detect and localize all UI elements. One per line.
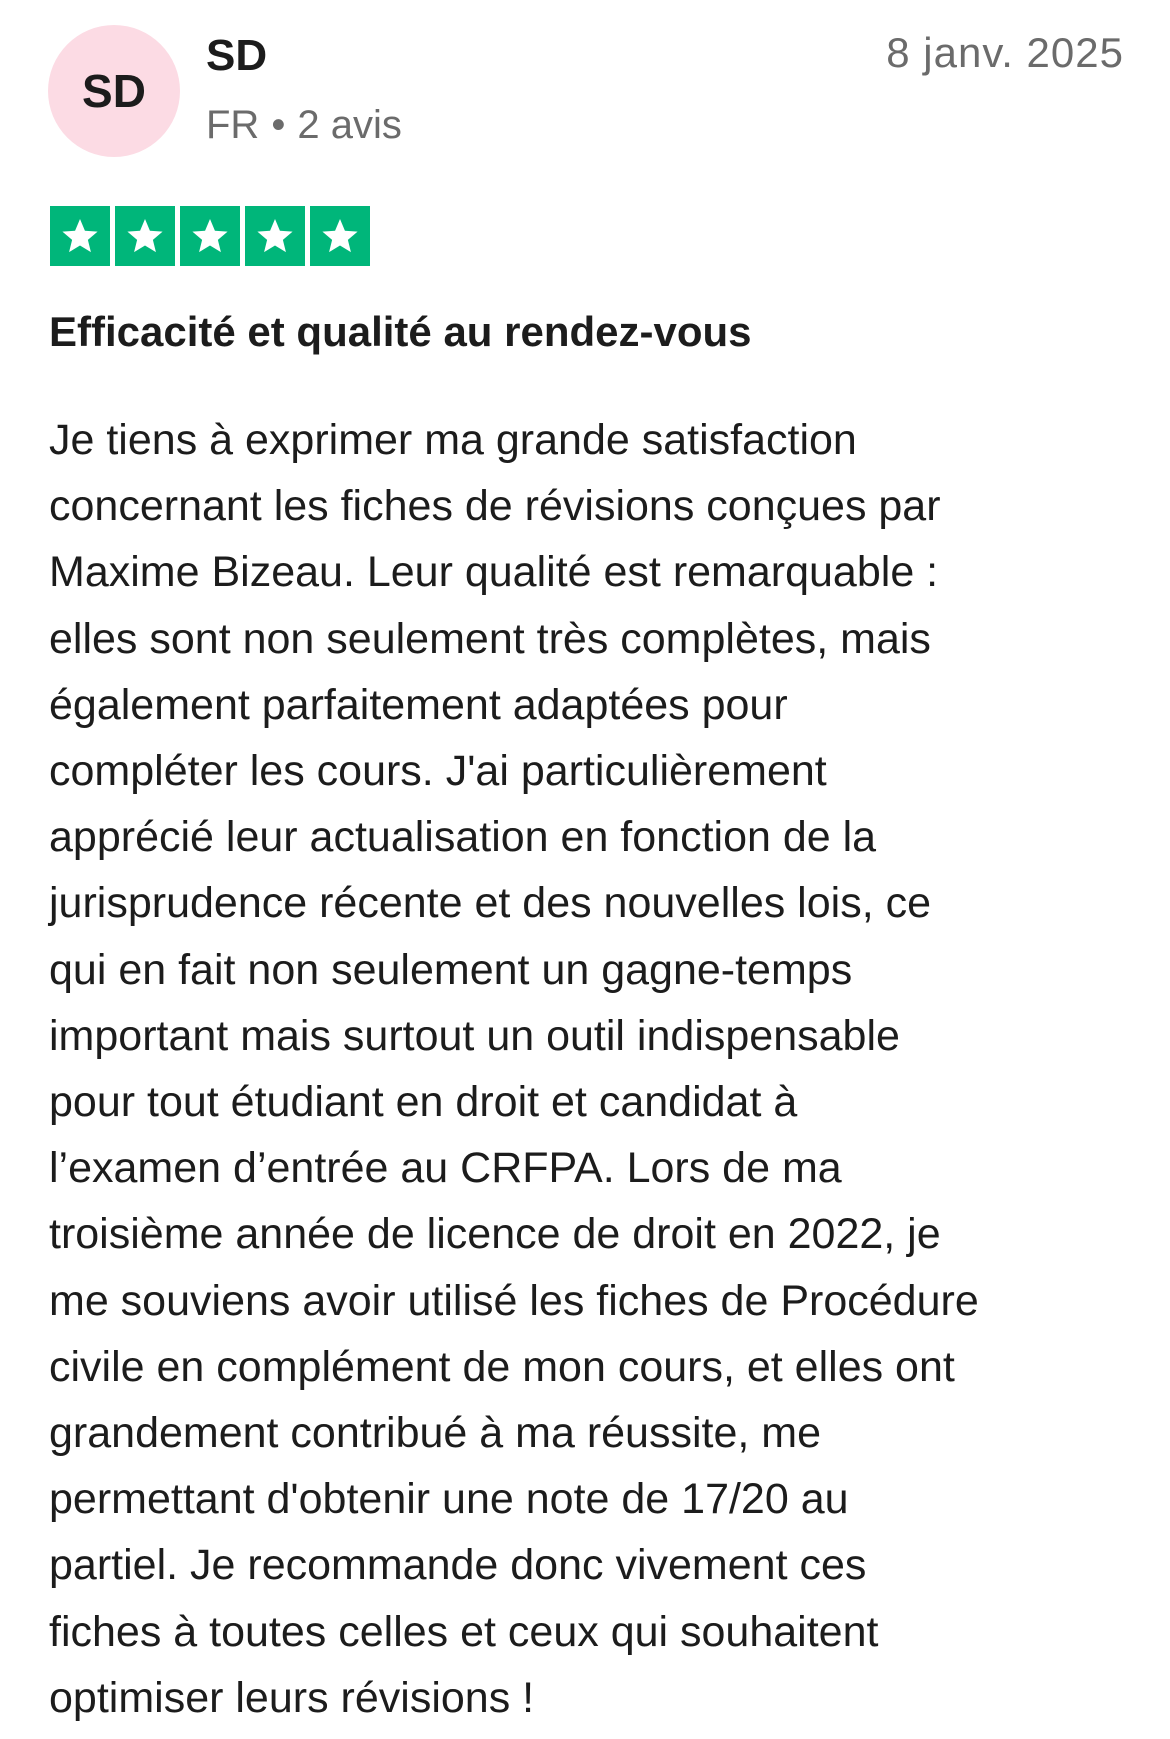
- review-body-line: également parfaitement adaptées pour: [49, 680, 788, 729]
- star-icon: [50, 206, 110, 266]
- review-body-line: Je tiens à exprimer ma grande satisfaction: [49, 416, 857, 464]
- star-rating: [50, 206, 370, 266]
- reviewer-name[interactable]: SD: [206, 31, 268, 80]
- review-body-line: jurisprudence récente et des nouvelles lois, ce: [49, 879, 932, 928]
- review-body-line: Maxime Bizeau. Leur qualité est remarquable :: [49, 548, 939, 597]
- review-body-line: l’examen d’entrée au CRFPA. Lors de ma: [49, 1144, 842, 1193]
- review-body-line: compléter les cours. J'ai particulièrement: [49, 747, 827, 796]
- reviewer-meta: [206, 100, 402, 150]
- star-icon: [245, 206, 305, 266]
- avatar-initials: SD: [82, 65, 146, 117]
- review-body-line: apprécié leur actualisation en fonction de la: [49, 813, 877, 862]
- star-icon: [180, 206, 240, 266]
- review-date: 8 janv. 2025: [886, 29, 1124, 76]
- star-icon: [115, 206, 175, 266]
- review-body-line: elles sont non seulement très complètes, mais: [49, 614, 931, 663]
- review-body-line: important mais surtout un outil indispensable: [49, 1011, 900, 1060]
- reviewer-review-count: 2 avis: [297, 103, 402, 147]
- star-icon: [310, 206, 370, 266]
- review-body-line: civile en complément de mon cours, et elles ont: [49, 1342, 955, 1391]
- review-body-line: fiches à toutes celles et ceux qui souhaitent: [49, 1607, 879, 1656]
- meta-separator: •: [271, 103, 286, 147]
- review-body-line: qui en fait non seulement un gagne-temps: [49, 945, 853, 994]
- review-body-line: permettant d'obtenir une note de 17/20 au: [49, 1475, 849, 1524]
- review-body-line: concernant les fiches de révisions conçues par: [49, 482, 941, 531]
- review-body: [49, 407, 1149, 1731]
- reviewer-country: FR: [206, 103, 260, 147]
- review-body-line: optimiser leurs révisions !: [49, 1673, 535, 1722]
- review-body-line: grandement contribué à ma réussite, me: [49, 1409, 822, 1458]
- review-body-line: me souviens avoir utilisé les fiches de Procédure: [49, 1276, 979, 1325]
- review-title: Efficacité et qualité au rendez-vous: [49, 308, 752, 355]
- review-body-line: pour tout étudiant en droit et candidat à: [49, 1078, 798, 1127]
- review-body-line: partiel. Je recommande donc vivement ces: [49, 1541, 867, 1590]
- avatar[interactable]: [48, 25, 180, 157]
- review-body-line: troisième année de licence de droit en 2022, je: [49, 1210, 941, 1259]
